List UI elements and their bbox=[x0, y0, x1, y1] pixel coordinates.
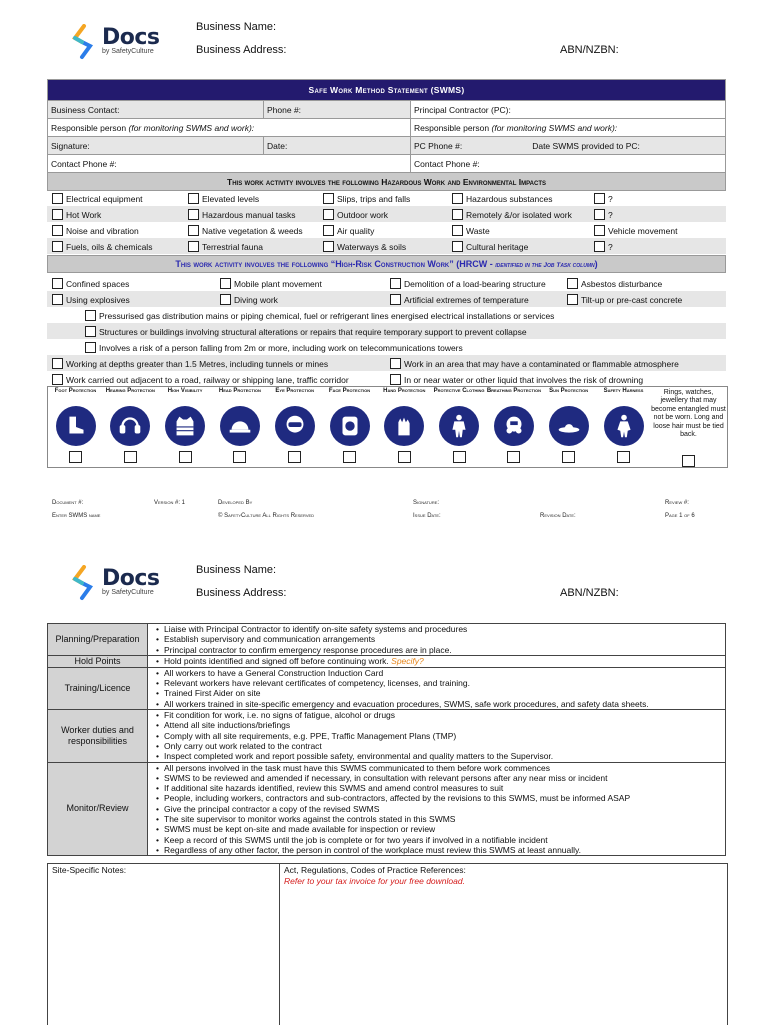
boot-icon bbox=[56, 406, 96, 446]
controls-list bbox=[148, 656, 725, 666]
goggles-icon bbox=[275, 406, 315, 446]
docs-logo-icon bbox=[70, 565, 96, 601]
checkbox[interactable] bbox=[85, 326, 96, 337]
ppe-cell bbox=[267, 387, 322, 463]
controls-list-item bbox=[156, 793, 725, 803]
sun-hat-icon bbox=[549, 406, 589, 446]
controls-item-text: Only carry out work related to the contract bbox=[164, 740, 322, 751]
hazard-item[interactable] bbox=[323, 209, 388, 220]
footer-developed: Developed By bbox=[218, 500, 253, 506]
hazard-item[interactable] bbox=[188, 241, 263, 252]
controls-row-items bbox=[148, 655, 726, 667]
controls-item-text: Trained First Aider on site bbox=[164, 688, 261, 699]
controls-row bbox=[48, 710, 726, 762]
business-address-label: Business Address: bbox=[196, 587, 287, 599]
hrcw-row bbox=[47, 323, 726, 339]
checkbox[interactable] bbox=[52, 241, 63, 252]
controls-row bbox=[48, 624, 726, 656]
hrcw-item[interactable] bbox=[52, 278, 129, 289]
controls-list-item bbox=[156, 645, 725, 655]
controls-row bbox=[48, 667, 726, 709]
hrcw-item-label: Involves a risk of a person falling from 2m or more, including work on telecommunications towers bbox=[99, 342, 463, 353]
pc-responsible-person-label: Responsible person bbox=[414, 122, 492, 133]
hazard-item-label: Hot Work bbox=[66, 209, 102, 220]
notes-panel bbox=[47, 863, 728, 1025]
controls-list-item bbox=[156, 814, 725, 824]
hazard-item-label: Waste bbox=[466, 225, 490, 236]
hazard-row bbox=[47, 222, 726, 238]
earmuffs-icon bbox=[110, 406, 150, 446]
hazard-item-label: Fuels, oils & chemicals bbox=[66, 241, 153, 252]
controls-row bbox=[48, 655, 726, 667]
controls-list-item bbox=[156, 710, 725, 720]
docs-logo-icon bbox=[70, 24, 96, 60]
hrcw-item-label: Structures or buildings involving structural alterations or repairs that require temporary support to prevent collapse bbox=[99, 326, 527, 337]
ppe-note-checkbox[interactable] bbox=[682, 455, 695, 467]
checkbox[interactable] bbox=[85, 310, 96, 321]
controls-list-item bbox=[156, 699, 725, 709]
hazard-item[interactable] bbox=[188, 193, 259, 204]
logo-wordmark: Docs bbox=[102, 25, 160, 50]
acts-field[interactable] bbox=[280, 864, 726, 1025]
checkbox[interactable] bbox=[52, 358, 63, 369]
date-field[interactable]: Date: bbox=[264, 137, 411, 155]
pc-phone-field[interactable] bbox=[411, 137, 726, 155]
hazard-item[interactable] bbox=[452, 209, 572, 220]
footer-enter-name: Enter SWMS name bbox=[52, 513, 101, 519]
hazard-item-label: Outdoor work bbox=[337, 209, 389, 220]
checkbox[interactable] bbox=[567, 294, 578, 305]
hazard-item-label: Slips, trips and falls bbox=[337, 193, 411, 204]
ppe-label: Foot Protection bbox=[54, 388, 97, 394]
checkbox[interactable] bbox=[85, 342, 96, 353]
controls-list bbox=[148, 668, 725, 709]
gloves-icon bbox=[384, 406, 424, 446]
checkbox[interactable] bbox=[390, 374, 401, 385]
ppe-label: Breathing Protection bbox=[486, 388, 541, 394]
controls-list-item bbox=[156, 824, 725, 834]
hrcw-item-label: Diving work bbox=[234, 294, 278, 305]
hrcw-item[interactable] bbox=[390, 358, 679, 369]
ppe-checkbox[interactable] bbox=[453, 451, 466, 463]
checkbox[interactable] bbox=[323, 209, 334, 220]
hazard-item[interactable] bbox=[52, 225, 139, 236]
hrcw-item[interactable] bbox=[85, 326, 527, 337]
docs-logo bbox=[70, 24, 160, 60]
hrcw-title-end: ) bbox=[594, 259, 598, 269]
hazard-item-label: Terrestrial fauna bbox=[202, 241, 263, 252]
checkbox[interactable] bbox=[390, 294, 401, 305]
hrcw-item-label: Work carried out adjacent to a road, railway or shipping lane, traffic corridor bbox=[66, 374, 349, 385]
controls-list-item bbox=[156, 751, 725, 761]
ppe-cell bbox=[486, 387, 541, 463]
pc-contact-phone-field[interactable]: Contact Phone #: bbox=[411, 155, 726, 173]
checkbox[interactable] bbox=[452, 225, 463, 236]
checkbox[interactable] bbox=[452, 193, 463, 204]
checkbox[interactable] bbox=[452, 241, 463, 252]
controls-list-item bbox=[156, 720, 725, 730]
ppe-label: Eye Protection bbox=[275, 388, 314, 394]
site-notes-label: Site-Specific Notes: bbox=[52, 865, 127, 875]
hrcw-row bbox=[47, 339, 726, 355]
docs-logo-page2 bbox=[70, 565, 160, 601]
controls-list-item bbox=[156, 783, 725, 793]
ppe-cell bbox=[541, 387, 596, 463]
hrcw-item-label: Working at depths greater than 1.5 Metres, including tunnels or mines bbox=[66, 358, 329, 369]
checkbox[interactable] bbox=[188, 225, 199, 236]
hrcw-item[interactable] bbox=[390, 294, 529, 305]
business-name-label: Business Name: bbox=[196, 21, 277, 33]
footer-review: Review #: bbox=[665, 500, 689, 506]
hrcw-item-label: In or near water or other liquid that involves the risk of drowning bbox=[404, 374, 644, 385]
hrcw-item[interactable] bbox=[567, 278, 662, 289]
respirator-icon bbox=[494, 406, 534, 446]
checkbox[interactable] bbox=[52, 225, 63, 236]
controls-list-item bbox=[156, 624, 725, 634]
swms-details-table bbox=[47, 79, 726, 191]
checkbox[interactable] bbox=[452, 209, 463, 220]
ppe-cell bbox=[322, 387, 377, 463]
controls-list-item bbox=[156, 773, 725, 783]
controls-item-text: Regardless of any other factor, the person in control of the workplace must review this SWMS at least annually. bbox=[164, 844, 582, 855]
hrcw-item-label: Work in an area that may have a contaminated or flammable atmosphere bbox=[404, 358, 679, 369]
controls-list-item bbox=[156, 634, 725, 644]
hrcw-row bbox=[47, 275, 726, 291]
ppe-checkbox[interactable] bbox=[124, 451, 137, 463]
hrcw-item[interactable] bbox=[220, 294, 278, 305]
hrcw-item-label: Artificial extremes of temperature bbox=[404, 294, 529, 305]
hazard-item[interactable] bbox=[52, 209, 101, 220]
hrcw-item[interactable] bbox=[52, 374, 349, 385]
site-notes-field[interactable] bbox=[48, 864, 280, 1025]
controls-list-item bbox=[156, 688, 725, 698]
ppe-checkbox[interactable] bbox=[69, 451, 82, 463]
controls-item-text: If additional site hazards identified, review this SWMS and amend control measures to suit bbox=[164, 783, 504, 794]
controls-list-item bbox=[156, 741, 725, 751]
hrcw-title: This work activity involves the following “High-Risk Construction Work” (HRCW - bbox=[175, 259, 496, 269]
controls-item-text: Comply with all site requirements, e.g. PPE, Traffic Management Plans (TMP) bbox=[164, 730, 457, 741]
controls-list-item bbox=[156, 656, 725, 666]
footer-issue-date: Issue Date: bbox=[413, 513, 441, 519]
hazard-item[interactable] bbox=[323, 193, 410, 204]
hrcw-row bbox=[47, 307, 726, 323]
hazard-item[interactable] bbox=[52, 241, 152, 252]
responsible-person-field[interactable] bbox=[48, 119, 411, 137]
hazard-item[interactable] bbox=[594, 193, 613, 204]
acts-note: Refer to your tax invoice for your free download. bbox=[284, 876, 465, 886]
checkbox[interactable] bbox=[52, 278, 63, 289]
ppe-cell bbox=[432, 387, 487, 463]
checkbox[interactable] bbox=[594, 193, 605, 204]
controls-item-text: Hold points identified and signed off before continuing work. bbox=[164, 656, 389, 667]
vest-icon bbox=[165, 406, 205, 446]
logo-subtitle: by SafetyCulture bbox=[102, 48, 154, 55]
hazard-item-label: Air quality bbox=[337, 225, 375, 236]
checkbox[interactable] bbox=[220, 294, 231, 305]
responsible-person-label: Responsible person bbox=[51, 122, 129, 133]
hrcw-item-label: Asbestos disturbance bbox=[581, 278, 663, 289]
coverall-icon bbox=[439, 406, 479, 446]
ppe-label: High Visibility bbox=[167, 388, 203, 394]
controls-item-text: Relevant workers have relevant certificates of competency, licenses, and training. bbox=[164, 678, 470, 689]
footer-document: Document #: bbox=[52, 500, 84, 506]
hazard-item-label: Native vegetation & weeds bbox=[202, 225, 303, 236]
hazard-item-label: Vehicle movement bbox=[608, 225, 678, 236]
specify-link[interactable]: Specify? bbox=[391, 656, 424, 667]
business-name-label: Business Name: bbox=[196, 564, 277, 576]
hrcw-row bbox=[47, 371, 726, 387]
swms-title: Safe Work Method Statement (SWMS) bbox=[48, 80, 726, 101]
checkbox[interactable] bbox=[220, 278, 231, 289]
hazard-item[interactable] bbox=[594, 209, 613, 220]
hazard-item-label: Hazardous manual tasks bbox=[202, 209, 296, 220]
controls-item-text: All persons involved in the task must have this SWMS communicated to them before work commences bbox=[164, 762, 550, 773]
controls-row bbox=[48, 762, 726, 856]
controls-list bbox=[148, 710, 725, 761]
ppe-note: Rings, watches, jewellery that may become entangled must not be worn. Long and loose hair must be tied back. bbox=[651, 389, 726, 439]
hazard-item[interactable] bbox=[594, 225, 677, 236]
hazard-item[interactable] bbox=[188, 209, 296, 220]
hazards-heading: This work activity involves the following Hazardous Work and Environmental Impacts bbox=[48, 173, 726, 191]
controls-row-label: Worker duties and responsibilities bbox=[48, 710, 148, 762]
hardhat-icon bbox=[220, 406, 260, 446]
ppe-checkbox[interactable] bbox=[507, 451, 520, 463]
controls-row-items bbox=[148, 710, 726, 762]
ppe-label: Hearing Protection bbox=[105, 388, 155, 394]
controls-list-item bbox=[156, 678, 725, 688]
hazard-item[interactable] bbox=[323, 225, 374, 236]
hrcw-row bbox=[47, 291, 726, 307]
controls-list bbox=[148, 763, 725, 856]
controls-list-item bbox=[156, 668, 725, 678]
ppe-checkbox[interactable] bbox=[562, 451, 575, 463]
ppe-checkbox[interactable] bbox=[288, 451, 301, 463]
ppe-cell bbox=[158, 387, 213, 463]
hrcw-item[interactable] bbox=[85, 342, 463, 353]
controls-list-item bbox=[156, 763, 725, 773]
checkbox[interactable] bbox=[52, 374, 63, 385]
hazard-item-label: ? bbox=[608, 241, 613, 252]
ppe-cell bbox=[212, 387, 267, 463]
hazard-item[interactable] bbox=[594, 241, 613, 252]
hrcw-item-label: Tilt-up or pre-cast concrete bbox=[581, 294, 683, 305]
checkbox[interactable] bbox=[594, 209, 605, 220]
signature-field[interactable]: Signature: bbox=[48, 137, 264, 155]
phone-field[interactable]: Phone #: bbox=[264, 101, 411, 119]
hazard-item[interactable] bbox=[52, 193, 143, 204]
ppe-label: Safety Harness bbox=[603, 388, 644, 394]
hrcw-note: identified in the Job Task column bbox=[495, 262, 595, 269]
hrcw-item-label: Mobile plant movement bbox=[234, 278, 322, 289]
checkbox[interactable] bbox=[594, 225, 605, 236]
hazard-item-label: Elevated levels bbox=[202, 193, 260, 204]
hrcw-item-label: Demolition of a load-bearing structure bbox=[404, 278, 546, 289]
controls-item-text: Give the principal contractor a copy of the revised SWMS bbox=[164, 803, 380, 814]
hazard-item[interactable] bbox=[452, 225, 490, 236]
controls-list bbox=[148, 624, 725, 655]
controls-row-items bbox=[148, 762, 726, 856]
hrcw-item[interactable] bbox=[220, 278, 322, 289]
hrcw-item-label: Using explosives bbox=[66, 294, 130, 305]
ppe-cell bbox=[48, 387, 103, 463]
hazard-item-label: ? bbox=[608, 209, 613, 220]
checkbox[interactable] bbox=[52, 294, 63, 305]
checkbox[interactable] bbox=[594, 241, 605, 252]
checkbox[interactable] bbox=[188, 209, 199, 220]
hazard-item-label: Waterways & soils bbox=[337, 241, 407, 252]
logo-wordmark: Docs bbox=[102, 566, 160, 591]
controls-list-item bbox=[156, 731, 725, 741]
hazard-row bbox=[47, 238, 726, 254]
ppe-checkbox[interactable] bbox=[343, 451, 356, 463]
business-contact-field[interactable]: Business Contact: bbox=[48, 101, 264, 119]
checkbox[interactable] bbox=[567, 278, 578, 289]
controls-item-text: All workers trained in site-specific emergency and evacuation procedures, SWMS, safe work procedures, and safety data sheets. bbox=[164, 698, 649, 709]
hrcw-item-label: Pressurised gas distribution mains or piping chemical, fuel or refrigerant lines energised electrical installations or services bbox=[99, 310, 555, 321]
controls-item-text: People, including workers, contractors and sub-contractors, affected by the revisions to this SWMS, must be informed ASAP bbox=[164, 793, 631, 804]
faceshield-icon bbox=[330, 406, 370, 446]
business-address-label: Business Address: bbox=[196, 44, 287, 56]
checkbox[interactable] bbox=[390, 358, 401, 369]
controls-row-label: Monitor/Review bbox=[48, 762, 148, 856]
logo-subtitle: by SafetyCulture bbox=[102, 589, 154, 596]
hrcw-row bbox=[47, 355, 726, 371]
checkbox[interactable] bbox=[188, 241, 199, 252]
checkbox[interactable] bbox=[390, 278, 401, 289]
hazard-item[interactable] bbox=[452, 193, 552, 204]
hazard-item[interactable] bbox=[452, 241, 528, 252]
footer-signature: Signature: bbox=[413, 500, 440, 506]
ppe-cell bbox=[596, 387, 651, 463]
checkbox[interactable] bbox=[323, 193, 334, 204]
footer-page: Page 1 of 6 bbox=[665, 513, 695, 519]
controls-item-text: Inspect completed work and report possible safety, environmental and quality matters to the Supervisor. bbox=[164, 751, 554, 762]
footer-copyright: © SafetyCulture All Rights Reserved bbox=[218, 513, 315, 519]
checkbox[interactable] bbox=[323, 225, 334, 236]
principal-contractor-field[interactable]: Principal Contractor (PC): bbox=[411, 101, 726, 119]
pc-responsible-person-note: (for monitoring SWMS and work): bbox=[491, 122, 618, 133]
hrcw-item-label: Confined spaces bbox=[66, 278, 130, 289]
contact-phone-field[interactable]: Contact Phone #: bbox=[48, 155, 411, 173]
hrcw-item[interactable] bbox=[52, 358, 328, 369]
ppe-label: Hand Protection bbox=[383, 388, 426, 394]
hrcw-heading bbox=[47, 255, 726, 273]
abn-label: ABN/NZBN: bbox=[560, 587, 619, 599]
controls-row-items bbox=[148, 667, 726, 709]
controls-item-text: SWMS to be reviewed and amended if necessary, in consultation with relevant persons after any near miss or incident bbox=[164, 772, 608, 783]
hrcw-item[interactable] bbox=[567, 294, 682, 305]
ppe-label: Protective Clothing bbox=[433, 388, 485, 394]
harness-icon bbox=[604, 406, 644, 446]
controls-row-items bbox=[148, 624, 726, 656]
hrcw-item[interactable] bbox=[390, 278, 546, 289]
ppe-checkbox[interactable] bbox=[179, 451, 192, 463]
controls-item-text: Establish supervisory and communication arrangements bbox=[164, 634, 376, 645]
ppe-cell bbox=[377, 387, 432, 463]
hazard-row bbox=[47, 206, 726, 222]
controls-item-text: Fit condition for work, i.e. no signs of fatigue, alcohol or drugs bbox=[164, 710, 396, 721]
checkbox[interactable] bbox=[188, 193, 199, 204]
ppe-checkbox[interactable] bbox=[233, 451, 246, 463]
pc-phone-label: PC Phone #: bbox=[414, 140, 463, 151]
controls-item-text: Attend all site inductions/briefings bbox=[164, 720, 291, 731]
hazard-item-label: Noise and vibration bbox=[66, 225, 139, 236]
hrcw-item[interactable] bbox=[390, 374, 643, 385]
controls-row-label: Planning/Preparation bbox=[48, 624, 148, 656]
abn-label: ABN/NZBN: bbox=[560, 44, 619, 56]
hazard-item[interactable] bbox=[323, 241, 406, 252]
responsible-person-note: (for monitoring SWMS and work): bbox=[128, 122, 255, 133]
controls-item-text: Keep a record of this SWMS until the job is complete or for two years if involved in a notifiable incident bbox=[164, 834, 548, 845]
date-provided-label: Date SWMS provided to PC: bbox=[532, 140, 640, 151]
footer-version: Version #: 1 bbox=[154, 500, 186, 506]
checkbox[interactable] bbox=[52, 209, 63, 220]
controls-item-text: All workers to have a General Construction Induction Card bbox=[164, 667, 384, 678]
controls-item-text: The site supervisor to monitor works against the controls stated in this SWMS bbox=[164, 814, 456, 825]
ppe-cell bbox=[103, 387, 158, 463]
controls-table bbox=[47, 623, 726, 856]
hazard-item-label: Cultural heritage bbox=[466, 241, 529, 252]
controls-list-item bbox=[156, 804, 725, 814]
ppe-checkbox[interactable] bbox=[617, 451, 630, 463]
ppe-label: Head Protection bbox=[218, 388, 261, 394]
controls-row-label: Training/Licence bbox=[48, 667, 148, 709]
ppe-label: Face Protection bbox=[328, 388, 371, 394]
hazard-item-label: Hazardous substances bbox=[466, 193, 553, 204]
hazard-item-label: Electrical equipment bbox=[66, 193, 143, 204]
ppe-panel bbox=[47, 386, 728, 468]
controls-item-text: Liaise with Principal Contractor to identify on-site safety systems and procedures bbox=[164, 624, 468, 634]
pc-responsible-person-field[interactable] bbox=[411, 119, 726, 137]
hazard-item-label: Remotely &/or isolated work bbox=[466, 209, 572, 220]
acts-label: Act, Regulations, Codes of Practice References: bbox=[284, 865, 466, 875]
controls-row-label: Hold Points bbox=[48, 655, 148, 667]
hazard-item[interactable] bbox=[188, 225, 303, 236]
controls-list-item bbox=[156, 835, 725, 845]
controls-list-item bbox=[156, 845, 725, 855]
hrcw-item[interactable] bbox=[85, 310, 554, 321]
hazard-item-label: ? bbox=[608, 193, 613, 204]
ppe-checkbox[interactable] bbox=[398, 451, 411, 463]
ppe-label: Sun Protection bbox=[549, 388, 589, 394]
hrcw-item[interactable] bbox=[52, 294, 130, 305]
footer-revision-date: Revision Date: bbox=[540, 513, 576, 519]
controls-item-text: SWMS must be kept on-site and made available for inspection or review bbox=[164, 824, 436, 835]
checkbox[interactable] bbox=[52, 193, 63, 204]
controls-item-text: Principal contractor to confirm emergency response procedures are in place. bbox=[164, 644, 452, 655]
checkbox[interactable] bbox=[323, 241, 334, 252]
hazard-row bbox=[47, 190, 726, 206]
